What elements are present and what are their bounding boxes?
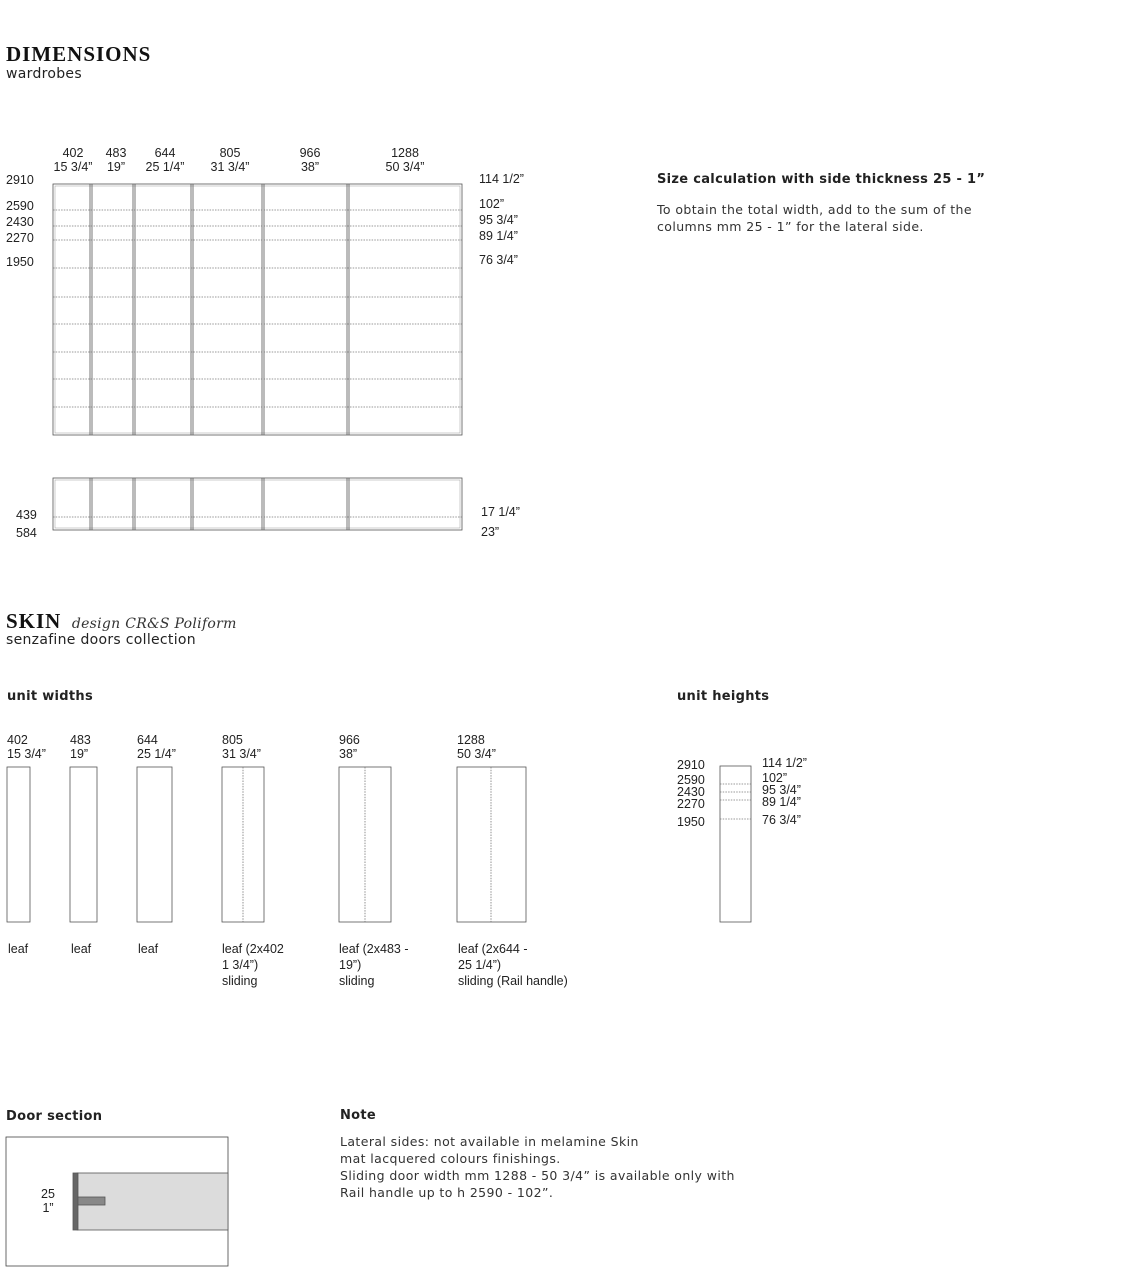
column-width-402: 402 15 3/4” — [53, 146, 93, 174]
height-inch-114: 114 1/2” — [479, 172, 524, 186]
skin-heading — [6, 609, 237, 634]
unit-width-966: 966 38” — [339, 733, 360, 761]
column-width-966: 966 38” — [299, 146, 321, 174]
wardrobe-height-lines — [53, 210, 462, 407]
unit-width-805: 805 31 3/4” — [222, 733, 261, 761]
door-section-label: Door section — [6, 1109, 103, 1124]
skin-design: design CR&S Poliform — [71, 616, 237, 632]
skin-subtitle: senzafine doors collection — [6, 632, 196, 648]
unit-width-644: 644 25 1/4” — [137, 733, 176, 761]
base-height-inch-23: 23” — [481, 525, 500, 539]
skin-title: SKIN — [6, 609, 62, 633]
height-inch-76: 76 3/4” — [479, 253, 518, 267]
height-mm-2430: 2430 — [6, 215, 34, 229]
unit-caption-966: leaf (2x483 - 19”) sliding — [339, 942, 409, 988]
unit-height-inch-95: 95 3/4” — [762, 783, 801, 797]
unit-height-mm-2430: 2430 — [677, 785, 705, 799]
unit-width-1288: 1288 50 3/4” — [457, 733, 496, 761]
dimensions-subtitle: wardrobes — [6, 66, 82, 82]
unit-caption-402: leaf — [8, 942, 29, 956]
unit-width-402: 402 15 3/4” — [7, 733, 46, 761]
unit-height-inch-114: 114 1/2” — [762, 756, 807, 770]
column-width-1288: 1288 50 3/4” — [385, 146, 425, 174]
unit-height-mm-2270: 2270 — [677, 797, 705, 811]
unit-height-inch-89: 89 1/4” — [762, 795, 801, 809]
base-height-inch-17: 17 1/4” — [481, 505, 520, 519]
unit-caption-805: leaf (2x402 1 3/4”) sliding — [222, 942, 284, 988]
size-calc-text: To obtain the total width, add to the sum of the columns mm 25 - 1” for the lateral side. — [657, 202, 972, 234]
unit-height-inch-102: 102” — [762, 771, 788, 785]
unit-height-mm-2910: 2910 — [677, 758, 705, 772]
unit-height-mm-1950: 1950 — [677, 815, 705, 829]
base-unit-elevation — [53, 478, 462, 530]
door-thickness: 25 1” — [41, 1187, 55, 1215]
column-width-483: 483 19” — [105, 146, 127, 174]
height-inch-102: 102” — [479, 197, 505, 211]
unit-heights-label: unit heights — [677, 689, 770, 704]
note-label: Note — [340, 1108, 377, 1123]
column-width-644: 644 25 1/4” — [145, 146, 185, 174]
unit-caption-1288: leaf (2x644 - 25 1/4”) sliding (Rail handle) — [458, 942, 568, 988]
height-mm-2590: 2590 — [6, 199, 34, 213]
unit-caption-644: leaf — [138, 942, 159, 956]
unit-width-panels — [7, 767, 526, 922]
size-calc-heading: Size calculation with side thickness 25 - 1” — [657, 172, 986, 187]
base-height-mm-439: 439 — [16, 508, 37, 522]
height-mm-1950: 1950 — [6, 255, 34, 269]
base-height-mm-584: 584 — [16, 526, 37, 540]
note-text: Lateral sides: not available in melamine Skin mat lacquered colours finishings. Sliding door width mm 1288 - 50 3/4” is available only with Rail handle up to h 2590 - 102”. — [340, 1134, 735, 1200]
height-mm-2270: 2270 — [6, 231, 34, 245]
unit-width-483: 483 19” — [70, 733, 91, 761]
height-mm-2910: 2910 — [6, 173, 34, 187]
unit-height-inch-76: 76 3/4” — [762, 813, 801, 827]
unit-height-mm-2590: 2590 — [677, 773, 705, 787]
height-inch-95: 95 3/4” — [479, 213, 518, 227]
column-width-805: 805 31 3/4” — [210, 146, 250, 174]
dimensions-title: DIMENSIONS — [6, 42, 152, 66]
unit-widths-label: unit widths — [7, 689, 93, 704]
height-inch-89: 89 1/4” — [479, 229, 518, 243]
unit-caption-483: leaf — [71, 942, 92, 956]
unit-height-panel — [720, 766, 751, 922]
wardrobe-elevation — [53, 184, 462, 435]
